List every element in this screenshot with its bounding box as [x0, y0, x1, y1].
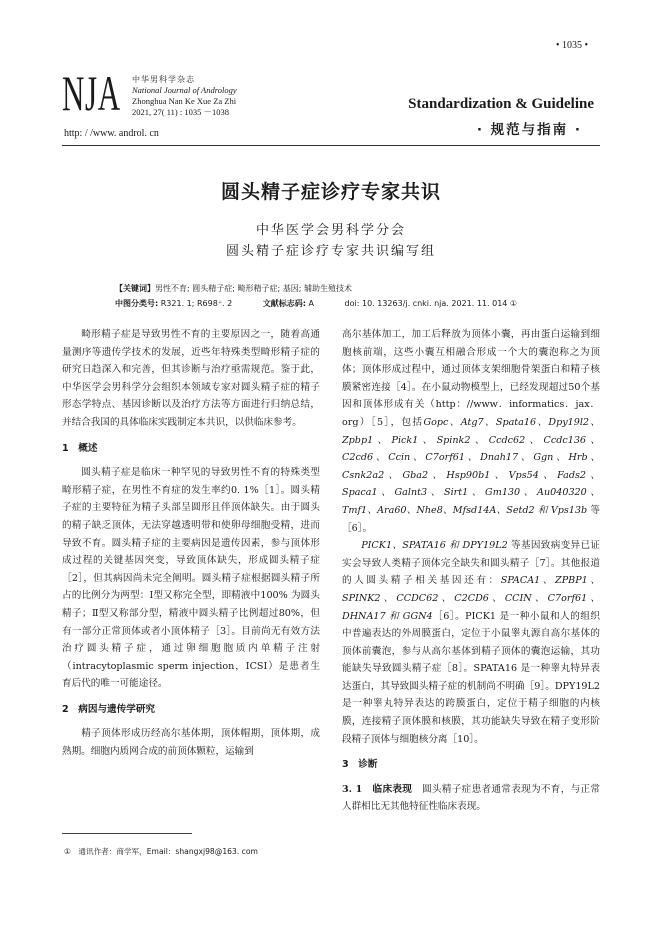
- mouse-gene-list-tail: 等［6］。: [342, 504, 600, 534]
- journal-url[interactable]: http: / /www. androl. cn: [64, 128, 159, 139]
- keywords-line: [115, 283, 352, 294]
- journal-name-en: National Journal of Andrology: [132, 85, 237, 95]
- article-title: 圆头精子症诊疗专家共识: [220, 181, 441, 203]
- human-gene-list: SPACA1、ZPBP1、SPINK2、CCDC62、C2CD6、CCIN、C7orf61、DHNA17 和 GGN4: [342, 575, 601, 622]
- journal-name-cn: 中华男科学杂志: [132, 75, 195, 84]
- human-genes-tail: ［6］。PICK1 是一种小鼠和人的组织中普遍表达的外周膜蛋白，定位于小鼠睾丸源自高尔基体的顶体前囊泡，参与从高尔基体到精子顶体的囊泡运输，其功能缺失导致圆头精子症［8］。SPATA16 是一种睾丸特异表达蛋白，其导致圆头精子症的机制尚不明确［9］。DPY19L2 是一种睾丸特异表达的跨膜蛋白，定位于精子细胞的内核膜，连接精子顶体膜和核膜，其功能缺失导致在精子变形阶段精子顶体与细胞核分离［10］。: [342, 610, 600, 745]
- journal-citation: 2021, 27( 11) : 1035 －1038: [132, 107, 229, 117]
- etiology-continued-text: 高尔基体加工，加工后释放为顶体小囊，再由蛋白运输到细胞核前端，这些小囊互相融合形成一个大的囊泡称之为顶体；顶体形成过程中，通过顶体支架细胞骨架蛋白和精子核膜紧密连接［4］。在小鼠动物模型上，已经发现超过50个基因和顶体形成有关（http：//www．informatics．jax．org）［5］，包括: [342, 329, 600, 428]
- heading-overview: 1 概述: [62, 442, 98, 454]
- doi[interactable]: doi: 10. 13263/j. cnki. nja. 2021. 11. 014 ①: [344, 299, 518, 308]
- clc-value: R321. 1; R698⁺. 2: [160, 299, 233, 308]
- page-number: • 1035 •: [555, 40, 588, 51]
- human-genes-paragraph: [342, 537, 600, 748]
- section-title-cn: · 规范与指南 ·: [476, 122, 582, 138]
- journal-logo: NJA: [62, 65, 121, 121]
- left-column: [62, 326, 320, 761]
- keywords: 男性不育; 圆头精子症; 畸形精子症; 基因; 辅助生殖技术: [155, 284, 352, 293]
- doc-code-value: A: [308, 299, 314, 308]
- footnote: ① 通讯作者：商学军，Email：shangxj98@163. com: [64, 847, 258, 856]
- footnote-rule: [62, 833, 192, 834]
- clinical-text: 圆头精子症患者通常表现为不育，与正常人群相比无其他特征性临床表现。: [342, 783, 601, 813]
- heading-diagnosis: 3 诊断: [342, 759, 378, 771]
- clinical-paragraph: [342, 781, 600, 816]
- doc-code-label: 文献标志码:: [262, 299, 306, 308]
- author-line-2: 圆头精子症诊疗专家共识编写组: [225, 244, 436, 259]
- clc-label: 中图分类号:: [115, 299, 159, 308]
- author-line-1: 中华医学会男科学分会: [255, 223, 406, 238]
- heading-etiology: 2 病因与遗传学研究: [62, 703, 156, 715]
- journal-name-pinyin: Zhonghua Nan Ke Xue Za Zhi: [132, 96, 237, 106]
- etiology-paragraph: 精子顶体形成历经高尔基体期，顶体帽期，顶体期，成熟期。细胞内质网合成的前顶体颗粒，运输到: [62, 728, 320, 758]
- human-genes-text: 等基因致病变异已证实会导致人类精子顶体完全缺失和圆头精子［7］。其他报道的人圆头精子相关基因还有：: [342, 540, 600, 587]
- etiology-continued: [342, 326, 600, 537]
- human-genes-key: PICK1、SPATA16 和 DPY19L2: [361, 540, 508, 552]
- overview-paragraph: 圆头精子症是临床一种罕见的导致男性不育的特殊类型畸形精子症，在男性不育症的发生率约0. 1%［1］。圆头精子症的主要特征为精子头部呈圆形且伴顶体缺失。由于圆头的精子缺乏顶体，无法穿越透明带和使卵母细胞受精，进而导致不育。圆头精子症的主要病因是遗传因素，参与顶体形成过程的关键基因突变，导致顶体缺失，形成圆头精子症［2］，但其病因尚未完全阐明。圆头精子症根据圆头精子所占的比例分为两型：Ⅰ型又称完全型，即精液中100% 为圆头精子；Ⅱ型又称部分型，精液中圆头精子比例超过80%，但有一部分正常顶体或者小顶体精子［3］。目前尚无有效方法治疗圆头精子症，通过卵细胞胞质内单精子注射（intracytoplasmic sperm injection，ICSI）是患者生育后代的唯一可能途径。: [62, 467, 320, 690]
- header-rule: [62, 145, 600, 146]
- subheading-clinical: 3. 1 临床表现: [342, 783, 413, 795]
- right-column: [342, 326, 600, 816]
- mouse-gene-list: Gopc、Atg7、Spata16、Dpy19l2、Zpbp1、Pick1、Spink2、Ccdc62、Ccdc136、C2cd6、Ccin、C7orf61、Dnah17、Ggn、Hrb、Csnk2a2、Gba2、Hsp90b1、Vps54、Fads2、Spaca1、Galnt3、Sirt1、Gm130、Au040320、Tmf1、Ara60、Nhe8、Mfsd14A、Setd2 和 Vps13b: [342, 416, 600, 516]
- classification-line: [115, 298, 531, 309]
- section-title-en: Standardization & Guideline: [408, 96, 594, 112]
- keywords-label: 【关键词】: [115, 284, 155, 293]
- journal-info: [132, 74, 237, 118]
- intro-paragraph: 畸形精子症是导致男性不育的主要原因之一，随着高通量测序等遗传学技术的发展，近些年特殊类型畸形精子症的研究日趋深入和完善，但其诊断与治疗亟需规范。鉴于此，中华医学会男科学分会组织本领域专家对圆头精子症的精子形态学特点、基因诊断以及治疗方法等方面进行归纳总结，并结合我国的具体临床实践制定本共识，以供临床参考。: [62, 329, 320, 428]
